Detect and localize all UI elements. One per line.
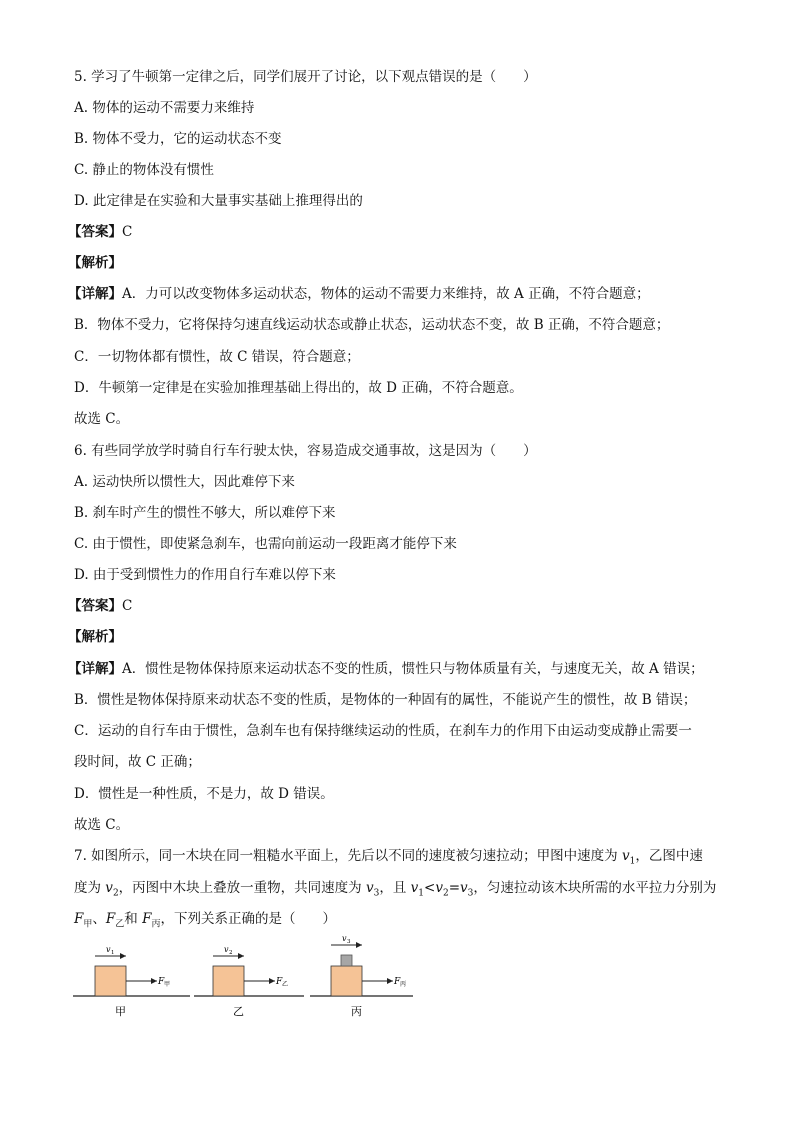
force-sub: 丙 <box>400 981 407 988</box>
var-v: v <box>435 880 443 896</box>
q7-text: 度为 <box>74 880 106 896</box>
q7-stem-line-3 <box>74 910 336 934</box>
answer-tag: 【答案】 <box>68 598 122 614</box>
detail-text: A．惯性是物体保持原来运动状态不变的性质，惯性只与物体质量有关，与速度无关，故 A 错误； <box>122 661 704 677</box>
q6-option-d: D. 由于受到惯性力的作用自行车难以停下来 <box>74 567 336 583</box>
q6-analysis-tag: 【解析】 <box>68 629 122 645</box>
detail-tag: 【详解】 <box>68 286 122 302</box>
q5-option-d: D. 此定律是在实验和大量事实基础上推理得出的 <box>74 193 363 209</box>
var-f: F <box>74 911 84 927</box>
velocity-label: v <box>342 934 347 943</box>
wood-block <box>213 966 244 996</box>
sep: 、 <box>92 911 106 927</box>
q7-stem-line-2 <box>74 879 716 903</box>
q5-detail-2: B．物体不受力，它将保持匀速直线运动状态或静止状态，运动状态不变，故 B 正确，不符合题意； <box>74 317 670 333</box>
q7-text: 和 <box>124 911 143 927</box>
var-v: v <box>365 880 374 896</box>
force-sub: 乙 <box>282 981 289 988</box>
q7-text: 7. 如图所示，同一木块在同一粗糙水平面上，先后以不同的速度被匀速拉动；甲图中速度为 <box>74 848 622 864</box>
force-label: F <box>276 977 283 987</box>
q7-stem-line-1 <box>74 847 703 871</box>
panel-label: 乙 <box>233 1005 244 1018</box>
q6-stem: 6. 有些同学放学时骑自行车行驶太快，容易造成交通事故，这是因为（ ） <box>74 443 537 459</box>
q7-figure <box>70 935 420 1025</box>
weight-block <box>341 955 352 966</box>
q5-analysis-tag: 【解析】 <box>68 255 122 271</box>
q5-stem: 5. 学习了牛顿第一定律之后，同学们展开了讨论，以下观点错误的是（ ） <box>74 69 537 85</box>
wood-block <box>95 966 126 996</box>
var-v: v <box>105 880 113 896</box>
q6-detail-3: C．运动的自行车由于惯性，急刹车也有保持继续运动的性质，在刹车力的作用下由运动变成静止需要一 <box>74 723 692 739</box>
q6-option-b: B. 刹车时产生的惯性不够大，所以难停下来 <box>74 505 336 521</box>
q7-text: ，匀速拉动该木块所需的水平拉力分别为 <box>473 880 717 896</box>
q6-detail-1 <box>68 660 704 678</box>
var-sub: 甲 <box>83 919 93 930</box>
q5-detail-4: D．牛顿第一定律是在实验加推理基础上得出的，故 D 正确，不符合题意。 <box>74 380 523 396</box>
var-v: v <box>460 880 468 896</box>
q6-answer <box>68 597 132 615</box>
panel-bing <box>310 934 413 1018</box>
var-f: F <box>105 911 116 927</box>
q5-detail-1 <box>68 285 650 303</box>
var-v: v <box>621 848 630 864</box>
velocity-sub: 3 <box>347 939 351 945</box>
velocity-sub: 1 <box>111 950 115 956</box>
q6-detail-5: D．惯性是一种性质，不是力，故 D 错误。 <box>74 786 334 802</box>
q7-figure-svg <box>70 935 420 1025</box>
eq-sign: = <box>448 880 461 896</box>
answer-value: C <box>122 598 133 614</box>
force-label: F <box>158 977 165 987</box>
detail-tag: 【详解】 <box>68 661 122 677</box>
var-sub: 3 <box>373 888 380 899</box>
q7-text: ，丙图中木块上叠放一重物，共同速度为 <box>118 880 366 896</box>
q6-option-c: C. 由于惯性，即使紧急刹车，也需向前运动一段距离才能停下来 <box>74 536 457 552</box>
lt-sign: < <box>424 880 436 896</box>
q5-option-b: B. 物体不受力，它的运动状态不变 <box>74 131 282 147</box>
q5-conclusion: 故选 C。 <box>74 411 130 427</box>
q6-detail-4: 段时间，故 C 正确； <box>74 754 201 770</box>
panel-yi <box>194 945 304 1018</box>
var-sub: 3 <box>467 888 474 899</box>
velocity-label: v <box>224 945 229 954</box>
var-sub: 丙 <box>151 919 161 930</box>
q6-conclusion: 故选 C。 <box>74 817 130 833</box>
panel-label: 甲 <box>115 1005 126 1018</box>
q6-option-a: A. 运动快所以惯性大，因此难停下来 <box>74 474 295 490</box>
var-sub: 1 <box>418 888 425 899</box>
q5-option-c: C. 静止的物体没有惯性 <box>74 162 214 178</box>
var-sub: 2 <box>442 888 449 899</box>
q7-text: ，下列关系正确的是（ ） <box>160 911 336 927</box>
q5-answer <box>68 223 132 241</box>
velocity-sub: 2 <box>229 950 233 956</box>
q6-detail-2: B．惯性是物体保持原来动状态不变的性质，是物体的一种固有的属性，不能说产生的惯性，故 B 错误； <box>74 692 697 708</box>
var-v: v <box>410 880 419 896</box>
answer-tag: 【答案】 <box>68 224 122 240</box>
var-sub: 2 <box>112 888 119 899</box>
force-label: F <box>394 977 401 987</box>
answer-value: C <box>122 224 133 240</box>
q7-text: ，乙图中速 <box>635 848 703 864</box>
wood-block <box>331 966 362 996</box>
panel-label: 丙 <box>351 1005 362 1018</box>
var-f: F <box>142 911 152 927</box>
velocity-label: v <box>106 945 111 954</box>
detail-text: A．力可以改变物体多运动状态，物体的运动不需要力来维持，故 A 正确，不符合题意； <box>122 286 650 302</box>
q5-option-a: A. 物体的运动不需要力来维持 <box>74 100 255 116</box>
panel-jia <box>73 945 190 1018</box>
q5-detail-3: C．一切物体都有惯性，故 C 错误，符合题意； <box>74 349 360 365</box>
var-sub: 乙 <box>115 919 125 930</box>
force-sub: 甲 <box>164 981 171 988</box>
q7-text: ，且 <box>379 880 411 896</box>
var-sub: 1 <box>629 856 636 867</box>
